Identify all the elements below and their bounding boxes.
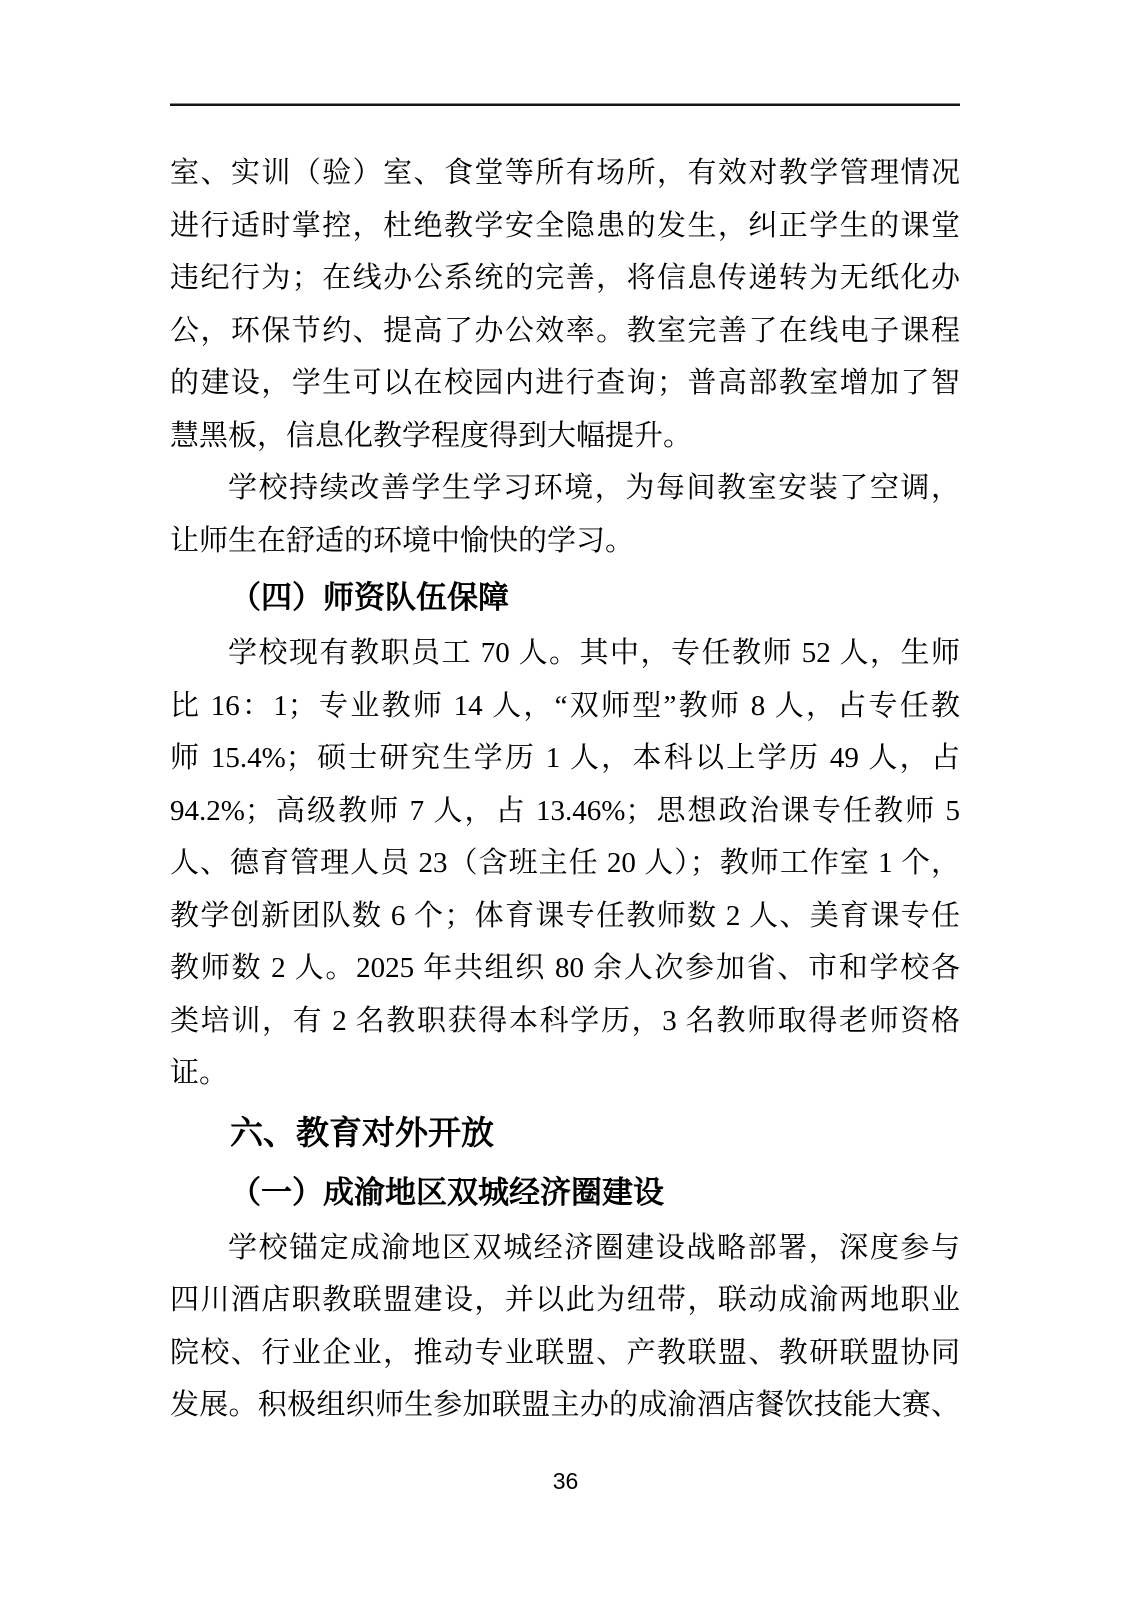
text-line: 人、德育管理人员 23（含班主任 20 人）；教师工作室 1 个， bbox=[170, 847, 960, 879]
text-line: 公，环保节约、提高了办公效率。教室完善了在线电子课程 bbox=[170, 314, 960, 347]
text-line: 类培训，有 2 名教职获得本科学历，3 名教师取得老师资格 bbox=[170, 1004, 960, 1037]
text-line: 教学创新团队数 6 个；体育课专任教师数 2 人、美育课专任 bbox=[170, 899, 960, 932]
text-line: 94.2%；高级教师 7 人，占 13.46%；思想政治课专任教师 5 bbox=[170, 794, 960, 827]
text-line: 院校、行业企业，推动专业联盟、产教联盟、教研联盟协同 bbox=[170, 1336, 960, 1369]
text-line: 证。 bbox=[170, 1057, 229, 1089]
text-line: 比 16：1；专业教师 14 人，“双师型”教师 8 人，占专任教 bbox=[170, 689, 960, 722]
subsection-heading: （四）师资队伍保障 bbox=[230, 580, 509, 615]
section-heading: 六、教育对外开放 bbox=[230, 1112, 494, 1152]
text-line: 教师数 2 人。2025 年共组织 80 余人次参加省、市和学校各 bbox=[170, 952, 960, 984]
page-number: 36 bbox=[552, 1468, 579, 1494]
header-rule bbox=[170, 103, 960, 106]
text-line: 违纪行为；在线办公系统的完善，将信息传递转为无纸化办 bbox=[170, 262, 960, 294]
text-line: 发展。积极组织师生参加联盟主办的成渝酒店餐饮技能大赛、 bbox=[170, 1389, 960, 1421]
text-line: 学校现有教职员工 70 人。其中，专任教师 52 人，生师 bbox=[228, 637, 960, 669]
text-line: 的建设，学生可以在校园内进行查询；普高部教室增加了智 bbox=[170, 367, 960, 399]
text-line: 师 15.4%；硕士研究生学历 1 人，本科以上学历 49 人，占 bbox=[170, 742, 960, 774]
text-line: 室、实训（验）室、食堂等所有场所，有效对教学管理情况 bbox=[170, 157, 960, 189]
document-body bbox=[170, 147, 960, 1432]
text-line: 学校持续改善学生学习环境，为每间教室安装了空调， bbox=[228, 472, 960, 504]
text-line: 让师生在舒适的环境中愉快的学习。 bbox=[170, 524, 635, 557]
text-line: 进行适时掌控，杜绝教学安全隐患的发生，纠正学生的课堂 bbox=[170, 209, 960, 242]
text-line: 四川酒店职教联盟建设，并以此为纽带，联动成渝两地职业 bbox=[170, 1284, 960, 1316]
text-line: 慧黑板，信息化教学程度得到大幅提升。 bbox=[170, 419, 693, 452]
text-line: 学校锚定成渝地区双城经济圈建设战略部署，深度参与 bbox=[228, 1231, 960, 1264]
subsection-heading: （一）成渝地区双城经济圈建设 bbox=[230, 1174, 664, 1210]
